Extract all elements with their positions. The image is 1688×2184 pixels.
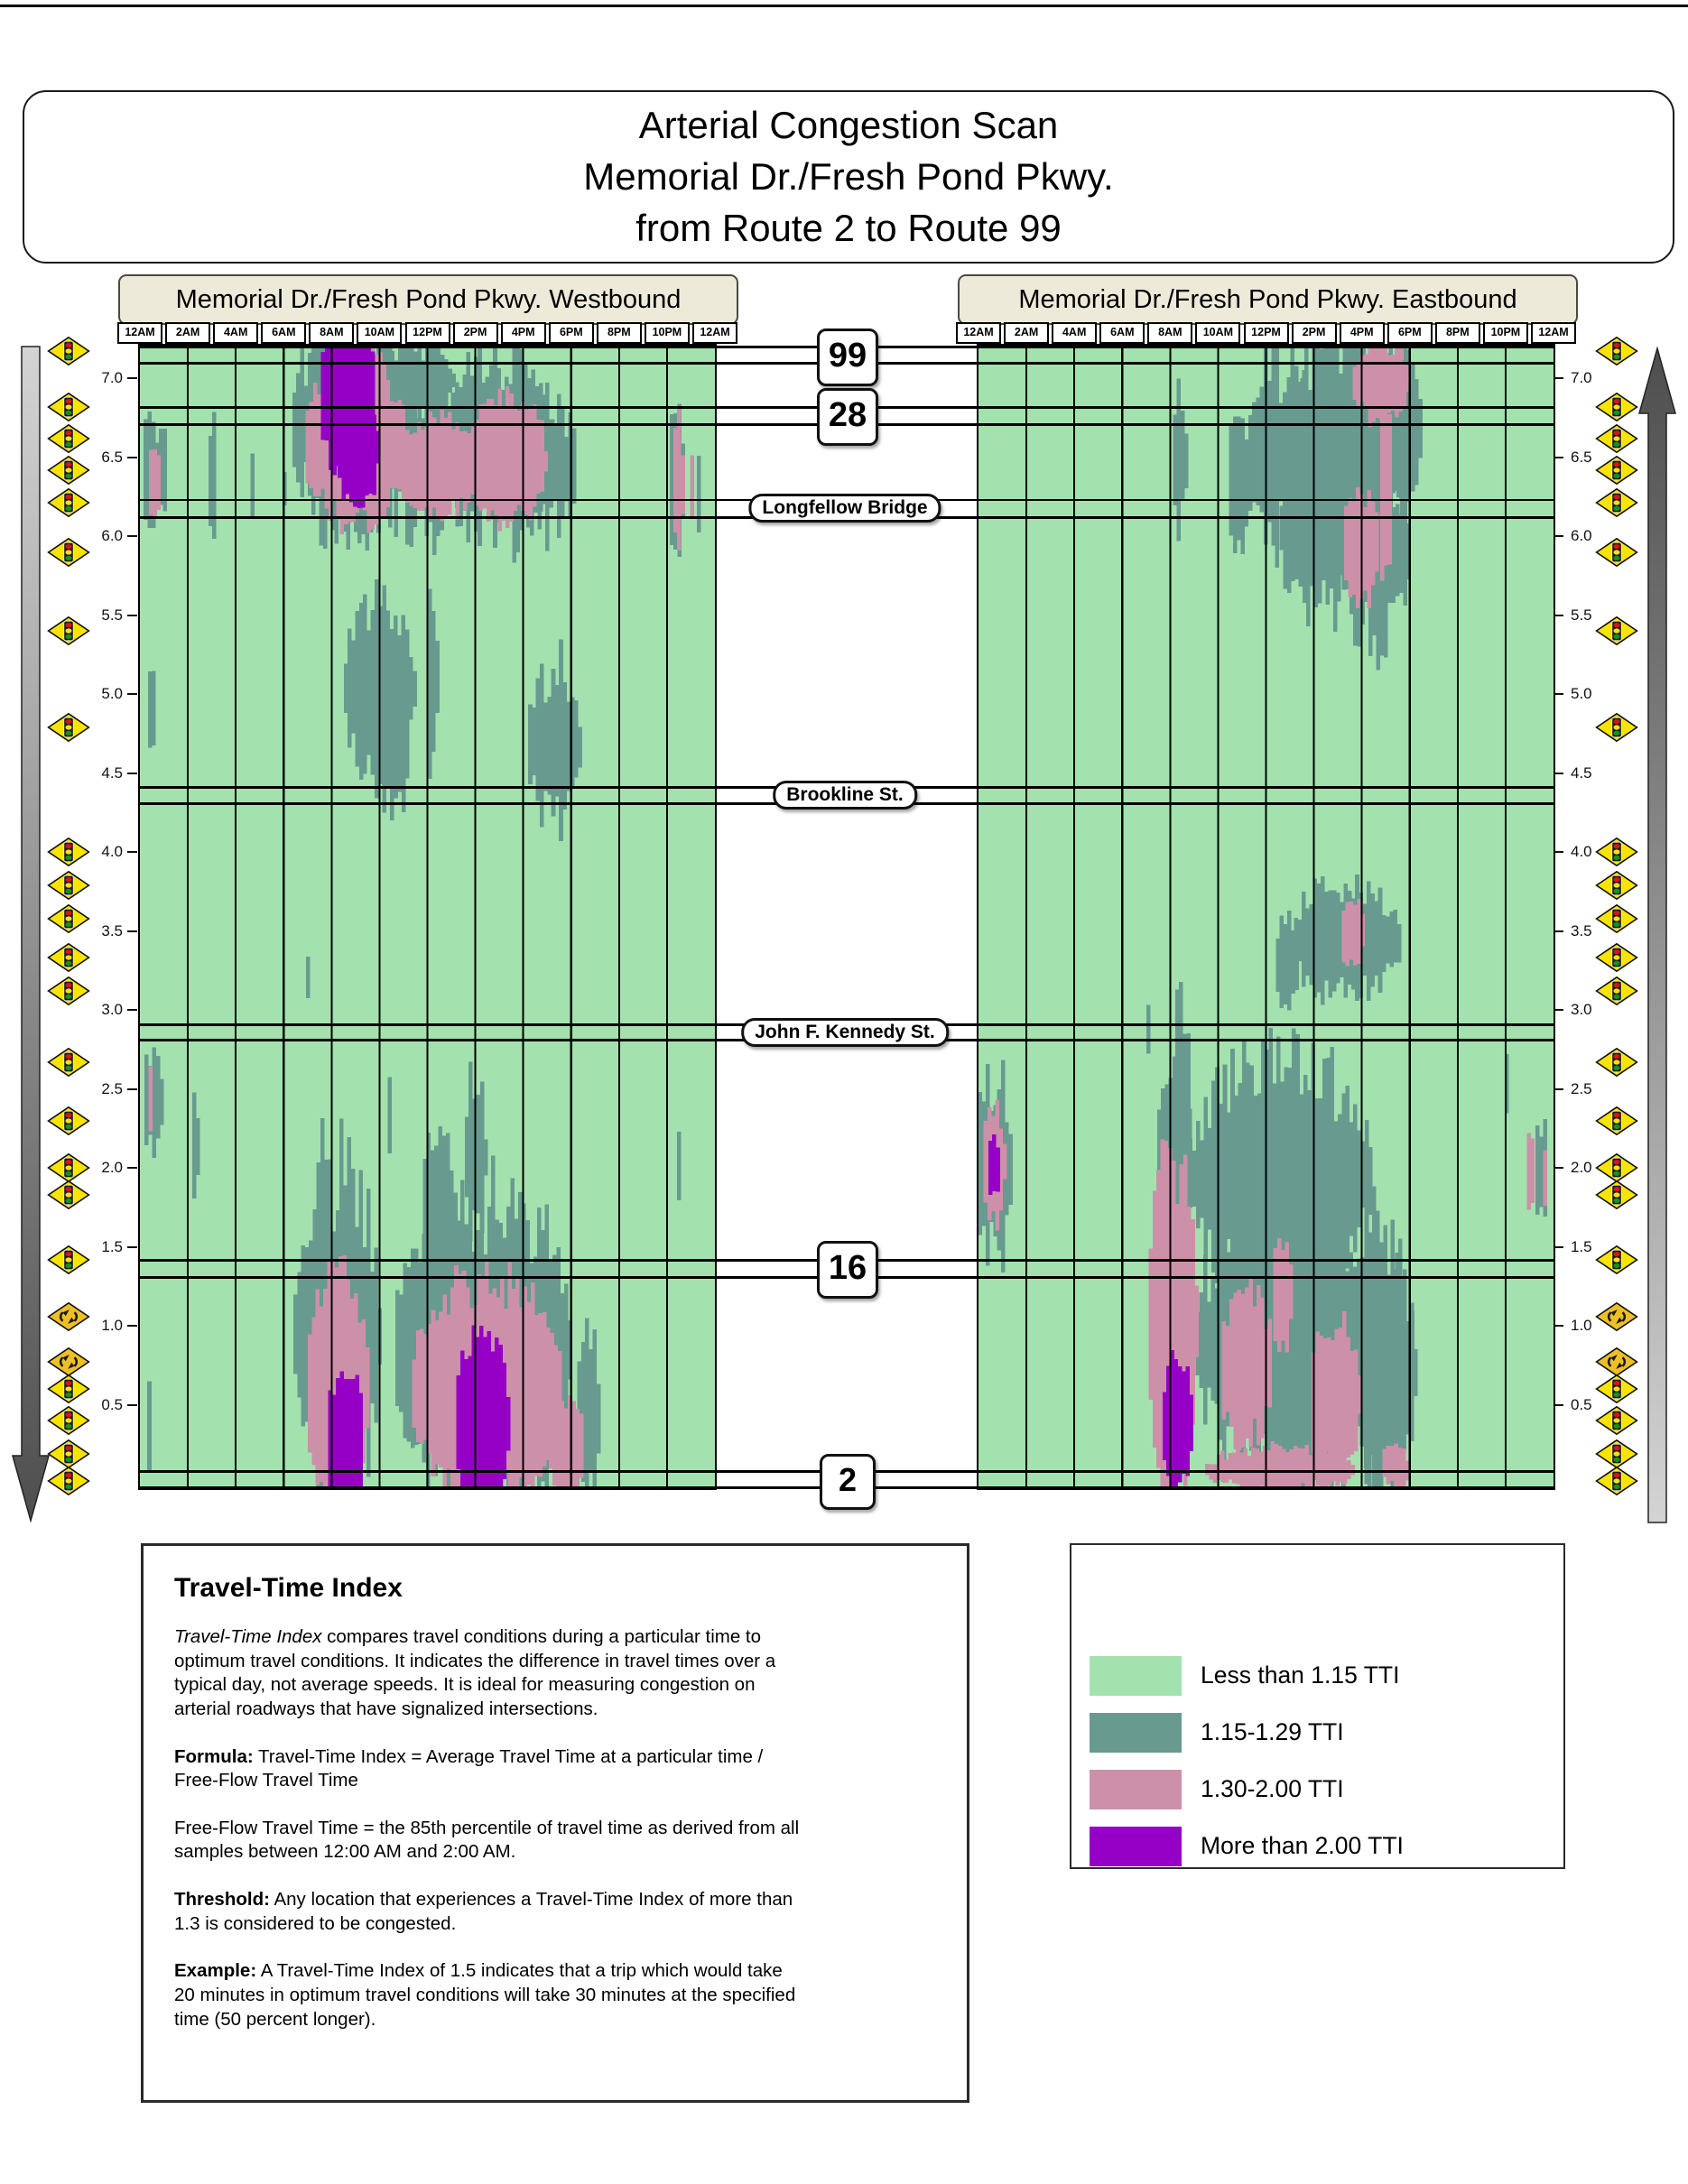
mile-tick-left bbox=[127, 693, 137, 695]
mile-tick-right bbox=[1554, 1325, 1563, 1327]
time-label: 12PM bbox=[1244, 322, 1289, 344]
mile-label-right: 5.0 bbox=[1571, 685, 1592, 702]
info-paragraph: Travel-Time Index compares travel conditions during a particular time to optimum travel conditions. It indicates the difference in travel times over a typical day, not average speeds. It is ideal for measuring congestion on arterial roadways that have signalized intersections. bbox=[174, 1626, 776, 1719]
legend-item-label: 1.30-2.00 TTI bbox=[1201, 1775, 1344, 1802]
traffic-signal-icon bbox=[1595, 1245, 1638, 1274]
street-label: Brookline St. bbox=[773, 781, 917, 810]
mile-label-left: 0.5 bbox=[101, 1395, 123, 1413]
traffic-signal-icon bbox=[47, 393, 90, 421]
mile-tick-right bbox=[1554, 851, 1563, 853]
traffic-signal-icon bbox=[47, 1153, 90, 1182]
mile-tick-left bbox=[127, 773, 137, 774]
info-box bbox=[141, 1543, 969, 2103]
traffic-signal-icon bbox=[1595, 488, 1638, 517]
traffic-signal-icon bbox=[47, 1467, 90, 1495]
traffic-signal-icon bbox=[47, 488, 90, 517]
time-label: 12AM bbox=[117, 322, 162, 344]
mile-label-left: 5.0 bbox=[101, 685, 123, 702]
traffic-signal-icon bbox=[47, 456, 90, 485]
time-label: 2PM bbox=[1292, 322, 1337, 344]
traffic-signal-icon bbox=[1595, 1106, 1638, 1135]
mile-label-left: 4.5 bbox=[101, 763, 123, 782]
time-label: 12PM bbox=[405, 322, 450, 344]
info-paragraph-lead: Threshold: bbox=[174, 1889, 270, 1911]
time-label: 4AM bbox=[1052, 322, 1097, 344]
time-label: 12AM bbox=[1531, 322, 1576, 344]
mile-tick-right bbox=[1554, 1167, 1563, 1169]
time-label: 10PM bbox=[1483, 322, 1528, 344]
traffic-signal-icon bbox=[1595, 871, 1638, 900]
legend-swatch bbox=[1090, 1827, 1182, 1866]
mile-label-right: 6.5 bbox=[1571, 448, 1592, 466]
traffic-signal-icon bbox=[47, 871, 90, 900]
mile-tick-left bbox=[127, 1088, 137, 1090]
mile-label-left: 3.0 bbox=[101, 1001, 123, 1018]
direction-arrow-down bbox=[7, 346, 54, 1523]
traffic-signal-icon bbox=[47, 424, 90, 453]
info-paragraph-lead: Formula: bbox=[174, 1745, 254, 1767]
traffic-signal-icon bbox=[1595, 337, 1638, 366]
time-label: 12AM bbox=[956, 322, 1001, 344]
traffic-signal-icon bbox=[47, 616, 90, 645]
info-paragraph-lead: Travel-Time Index bbox=[174, 1626, 322, 1647]
traffic-signal-icon bbox=[1595, 1048, 1638, 1077]
mile-tick-right bbox=[1554, 773, 1563, 774]
info-paragraph: Threshold: Any location that experiences a Travel-Time Index of more than 1.3 is considered to be congested. bbox=[174, 1889, 793, 1934]
roundabout-icon bbox=[47, 1347, 90, 1376]
traffic-signal-icon bbox=[1595, 713, 1638, 742]
mile-tick-left bbox=[127, 1246, 137, 1248]
mile-label-right: 7.0 bbox=[1571, 369, 1592, 386]
time-label: 4PM bbox=[1340, 322, 1385, 344]
time-label: 10AM bbox=[357, 322, 402, 344]
mile-tick-right bbox=[1554, 377, 1563, 379]
traffic-signal-icon bbox=[47, 1106, 90, 1135]
mile-tick-left bbox=[127, 1167, 137, 1169]
route-shield: 99 bbox=[817, 329, 878, 386]
traffic-signal-icon bbox=[1595, 1467, 1638, 1495]
traffic-signal-icon bbox=[1595, 976, 1638, 1005]
traffic-signal-icon bbox=[1595, 1406, 1638, 1435]
mile-label-left: 1.5 bbox=[101, 1237, 123, 1255]
legend-swatch bbox=[1090, 1656, 1182, 1696]
mile-label-right: 1.5 bbox=[1571, 1237, 1592, 1255]
traffic-signal-icon bbox=[47, 1406, 90, 1435]
mile-tick-left bbox=[127, 535, 137, 537]
traffic-signal-icon bbox=[1595, 1153, 1638, 1182]
legend-swatch bbox=[1090, 1770, 1182, 1809]
traffic-signal-icon bbox=[47, 1374, 90, 1403]
traffic-signal-icon bbox=[47, 943, 90, 972]
mile-label-left: 3.5 bbox=[101, 921, 123, 939]
info-box-title: Travel-Time Index bbox=[174, 1573, 403, 1603]
mile-label-left: 1.0 bbox=[101, 1317, 123, 1334]
traffic-signal-icon bbox=[47, 1048, 90, 1077]
title-line-1: Arterial Congestion Scan bbox=[638, 104, 1059, 146]
mile-tick-left bbox=[127, 1009, 137, 1011]
traffic-signal-icon bbox=[1595, 904, 1638, 933]
mile-label-right: 1.0 bbox=[1571, 1317, 1592, 1334]
mile-label-left: 2.5 bbox=[101, 1079, 123, 1097]
info-paragraph: Example: A Travel-Time Index of 1.5 indicates that a trip which would take 20 minutes in optimum travel conditions will take 30 minutes at the specified time (50 percent longer). bbox=[174, 1960, 796, 2030]
time-label: 6AM bbox=[1099, 322, 1145, 344]
mile-label-left: 5.5 bbox=[101, 606, 123, 624]
info-paragraph: Formula: Travel-Time Index = Average Travel Time at a particular time / Free-Flow Travel Time bbox=[174, 1745, 764, 1791]
time-label: 12AM bbox=[692, 322, 737, 344]
mile-tick-left bbox=[127, 851, 137, 853]
time-label: 8AM bbox=[309, 322, 354, 344]
traffic-signal-icon bbox=[1595, 456, 1638, 485]
top-rule bbox=[0, 5, 1688, 7]
roundabout-icon bbox=[47, 1302, 90, 1331]
legend-item-label: Less than 1.15 TTI bbox=[1201, 1661, 1400, 1689]
time-label: 4AM bbox=[213, 322, 258, 344]
traffic-signal-icon bbox=[1595, 538, 1638, 567]
time-label: 6PM bbox=[549, 322, 594, 344]
eastbound-panel-header: Memorial Dr./Fresh Pond Pkwy. Eastbound bbox=[958, 274, 1578, 325]
mile-label-left: 4.0 bbox=[101, 843, 123, 860]
time-label: 2PM bbox=[453, 322, 498, 344]
mile-tick-right bbox=[1554, 1246, 1563, 1248]
mile-label-right: 0.5 bbox=[1571, 1395, 1592, 1413]
mile-tick-left bbox=[127, 1404, 137, 1406]
mile-tick-left bbox=[127, 1325, 137, 1327]
traffic-signal-icon bbox=[1595, 1180, 1638, 1209]
time-label: 10PM bbox=[645, 322, 690, 344]
traffic-signal-icon bbox=[47, 1245, 90, 1274]
mile-label-right: 3.5 bbox=[1571, 921, 1592, 939]
mile-tick-right bbox=[1554, 457, 1563, 458]
time-label: 8PM bbox=[1435, 322, 1480, 344]
mile-label-right: 5.5 bbox=[1571, 606, 1592, 624]
traffic-signal-icon bbox=[1595, 838, 1638, 866]
time-label: 6PM bbox=[1387, 322, 1433, 344]
mile-label-left: 6.0 bbox=[101, 527, 123, 544]
time-label: 10AM bbox=[1195, 322, 1240, 344]
title-line-2: Memorial Dr./Fresh Pond Pkwy. bbox=[583, 155, 1114, 198]
traffic-signal-icon bbox=[1595, 943, 1638, 972]
mile-label-left: 2.0 bbox=[101, 1159, 123, 1176]
street-label: Longfellow Bridge bbox=[748, 494, 941, 523]
mile-label-right: 4.5 bbox=[1571, 763, 1592, 782]
info-paragraph-lead: Example: bbox=[174, 1960, 257, 1982]
street-label: John F. Kennedy St. bbox=[741, 1018, 949, 1047]
legend-item-label: More than 2.00 TTI bbox=[1201, 1832, 1404, 1859]
westbound-panel-header: Memorial Dr./Fresh Pond Pkwy. Westbound bbox=[118, 274, 738, 325]
mile-tick-right bbox=[1554, 615, 1563, 616]
time-label: 8AM bbox=[1147, 322, 1192, 344]
legend-box bbox=[1070, 1543, 1565, 1869]
traffic-signal-icon bbox=[1595, 1374, 1638, 1403]
traffic-signal-icon bbox=[47, 904, 90, 933]
mile-tick-right bbox=[1554, 535, 1563, 537]
traffic-signal-icon bbox=[1595, 424, 1638, 453]
mile-label-right: 4.0 bbox=[1571, 843, 1592, 860]
mile-label-right: 3.0 bbox=[1571, 1001, 1592, 1018]
direction-arrow-up bbox=[1634, 346, 1681, 1523]
mile-tick-left bbox=[127, 457, 137, 458]
traffic-signal-icon bbox=[1595, 393, 1638, 421]
traffic-signal-icon bbox=[47, 1180, 90, 1209]
info-paragraph: Free-Flow Travel Time = the 85th percentile of travel time as derived from all samples between 12:00 AM and 2:00 AM. bbox=[174, 1817, 800, 1863]
time-label: 2AM bbox=[165, 322, 210, 344]
roundabout-icon bbox=[1595, 1302, 1638, 1331]
traffic-signal-icon bbox=[1595, 616, 1638, 645]
title-line-3: from Route 2 to Route 99 bbox=[635, 207, 1062, 249]
mile-tick-right bbox=[1554, 930, 1563, 932]
mile-label-right: 6.0 bbox=[1571, 527, 1592, 544]
mile-tick-right bbox=[1554, 1088, 1563, 1090]
mile-tick-left bbox=[127, 930, 137, 932]
time-label: 6AM bbox=[261, 322, 306, 344]
traffic-signal-icon bbox=[47, 713, 90, 742]
title-box bbox=[23, 90, 1674, 264]
traffic-signal-icon bbox=[1595, 1439, 1638, 1468]
roundabout-icon bbox=[1595, 1347, 1638, 1376]
traffic-signal-icon bbox=[47, 838, 90, 866]
legend-item-label: 1.15-1.29 TTI bbox=[1201, 1718, 1344, 1745]
time-label: 2AM bbox=[1004, 322, 1049, 344]
mile-label-left: 7.0 bbox=[101, 369, 123, 386]
mile-label-right: 2.0 bbox=[1571, 1159, 1592, 1176]
time-label: 8PM bbox=[597, 322, 642, 344]
mile-tick-left bbox=[127, 377, 137, 379]
mile-tick-left bbox=[127, 615, 137, 616]
mile-label-left: 6.5 bbox=[101, 448, 123, 466]
mile-tick-right bbox=[1554, 693, 1563, 695]
mile-tick-right bbox=[1554, 1404, 1563, 1406]
traffic-signal-icon bbox=[47, 538, 90, 567]
traffic-signal-icon bbox=[47, 976, 90, 1005]
time-label: 4PM bbox=[501, 322, 546, 344]
route-shield: 16 bbox=[817, 1241, 878, 1299]
traffic-signal-icon bbox=[47, 1439, 90, 1468]
route-shield: 2 bbox=[820, 1454, 876, 1510]
mile-label-right: 2.5 bbox=[1571, 1079, 1592, 1097]
legend-swatch bbox=[1090, 1713, 1182, 1753]
traffic-signal-icon bbox=[47, 337, 90, 366]
route-shield: 28 bbox=[817, 388, 878, 446]
mile-tick-right bbox=[1554, 1009, 1563, 1011]
